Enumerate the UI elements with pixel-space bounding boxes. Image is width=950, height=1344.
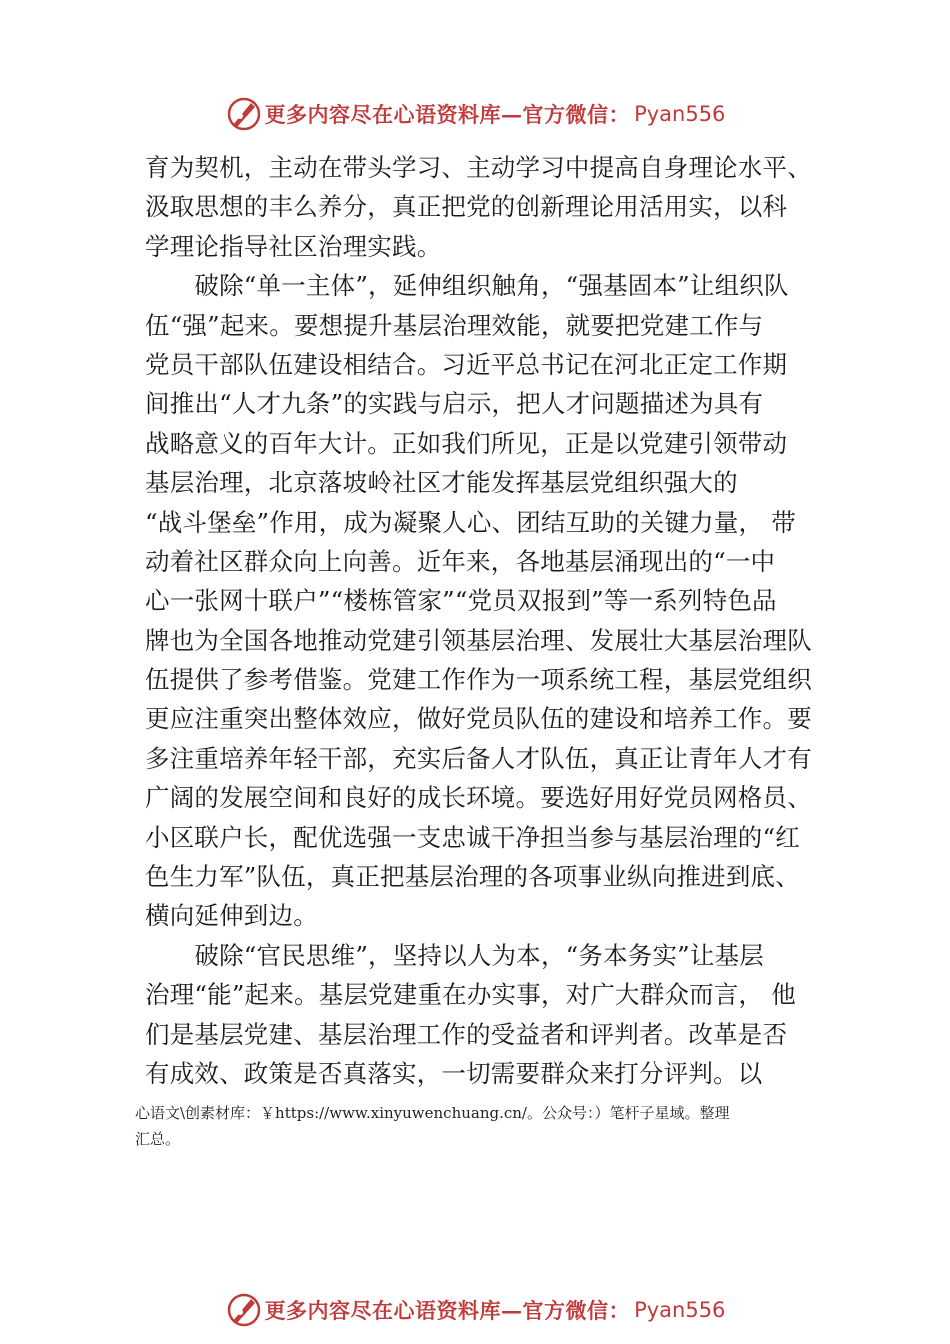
text-line: 色生力军”队伍，真正把基层治理的各项事业纵向推进到底、 <box>145 862 800 892</box>
banner-text: 更多内容尽在心语资料库—官方微信： <box>264 1298 631 1323</box>
header-banner <box>0 94 950 134</box>
text-line: 心一张网十联户”“楼栋管家”“党员双报到”等一系列特色品 <box>145 586 777 616</box>
text-line: 党员干部队伍建设相结合。习近平总书记在河北正定工作期 <box>145 349 788 379</box>
quill-logo-icon <box>225 1291 263 1329</box>
source-note-line: 心语文\创素材库：￥https://www.xinyuwenchuang.cn/。公众号：）笔杆子星域。整理 <box>135 1104 730 1122</box>
text-line: 伍“强”起来。要想提升基层治理效能，就要把党建工作与 <box>145 310 764 340</box>
text-line: 破除“单一主体”，延伸组织触角，“强基固本”让组织队 <box>145 271 789 301</box>
text-line: 战略意义的百年大计。正如我们所见，正是以党建引领带动 <box>145 428 788 458</box>
text-line: 横向延伸到边。 <box>145 901 318 931</box>
article-body <box>145 148 825 1093</box>
source-note <box>135 1100 825 1152</box>
text-line: 学理论指导社区治理实践。 <box>145 231 442 261</box>
text-line: 间推出“人才九条”的实践与启示，把人才问题描述为具有 <box>145 389 764 419</box>
text-line: 们是基层党建、基层治理工作的受益者和评判者。改革是否 <box>145 1019 788 1049</box>
wechat-id: Pyan556 <box>634 1298 726 1322</box>
wechat-id: Pyan556 <box>634 102 726 126</box>
text-line: 多注重培养年轻干部，充实后备人才队伍，真正让青年人才有 <box>145 743 812 773</box>
banner-text: 更多内容尽在心语资料库—官方微信： <box>264 102 631 127</box>
text-line: 治理“能”起来。基层党建重在办实事，对广大群众而言， 他 <box>145 980 796 1010</box>
text-line: 有成效、政策是否真落实，一切需要群众来打分评判。以 <box>145 1058 763 1088</box>
text-line: 牌也为全国各地推动党建引领基层治理、发展壮大基层治理队 <box>145 625 812 655</box>
source-note-line: 汇总。 <box>135 1130 181 1148</box>
quill-logo-icon <box>225 95 263 133</box>
text-line: 动着社区群众向上向善。近年来，各地基层涌现出的“一中 <box>145 546 776 576</box>
footer-banner <box>0 1290 950 1330</box>
text-line: 汲取思想的丰么养分，真正把党的创新理论用活用实，以科 <box>145 192 788 222</box>
text-line: 广阔的发展空间和良好的成长环境。要选好用好党员网格员、 <box>145 783 812 813</box>
text-line: 破除“官民思维”，坚持以人为本，“务本务实”让基层 <box>145 940 764 970</box>
text-line: 小区联户长，配优选强一支忠诚干净担当参与基层治理的“红 <box>145 822 800 852</box>
text-line: 更应注重突出整体效应，做好党员队伍的建设和培养工作。要 <box>145 704 812 734</box>
text-line: 伍提供了参考借鉴。党建工作作为一项系统工程，基层党组织 <box>145 665 812 695</box>
text-line: 育为契机，主动在带头学习、主动学习中提高自身理论水平、 <box>145 153 812 182</box>
text-line: “战斗堡垒”作用，成为凝聚人心、团结互助的关键力量， 带 <box>145 507 796 537</box>
text-line: 基层治理，北京落坡岭社区才能发挥基层党组织强大的 <box>145 468 738 498</box>
